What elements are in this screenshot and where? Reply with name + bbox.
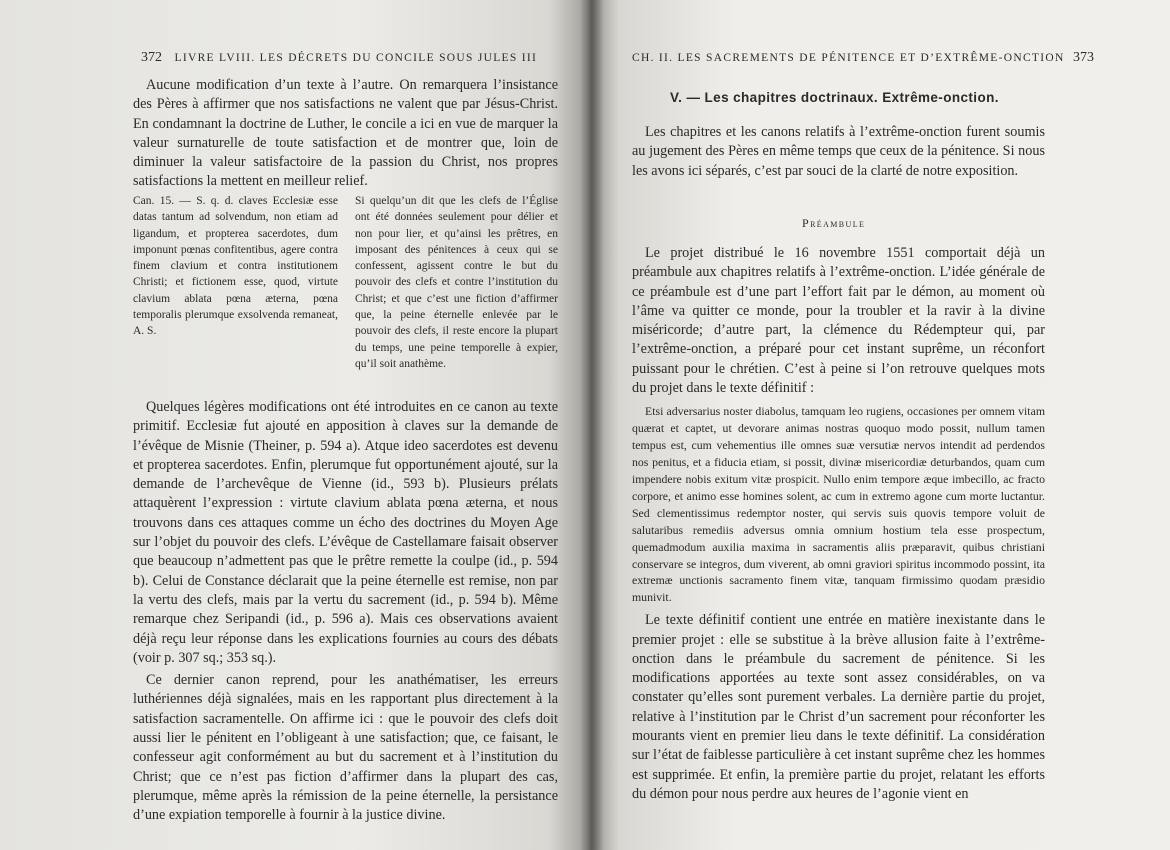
right-running-head (632, 50, 1094, 66)
left-running-head (141, 50, 537, 66)
canon-latin-text: Can. 15. — S. q. d. claves Ecclesiæ esse datas tantum ad solvendum, non etiam ad ligandum, et propterea sacerdotes, dum imponunt pœnas confitentibus, agere contra finem clavium et contra institutionem Christi; et fictionem esse, quod, virtute clavium ablata pœna æterna, pœna temporalis plerumque exsolvenda remaneat, A. S. (133, 195, 338, 338)
book-spine-shadow (580, 0, 604, 850)
right-paragraph-3: Le texte définitif contient une entrée en matière inexistante dans le premier projet : elle se substitue à la brève allusion faite à l’extrême-onction dans le préambule du sacrement de pénitence. Si les modifications apportées au texte sont assez considérables, on va constater qu’elles sont purement verbales. La dernière partie du projet, relative à l’institution par le Christ d’un sacrement pour réconforter les mourants vient en premier lieu dans le texte définitif. La considération sur l’état de faiblesse particulière à cet instant suprême chez les hommes est supprimée. Et enfin, la première partie du projet, relatant les efforts du démon pour nous perdre aux heures de l’agonie vient en (632, 612, 1045, 802)
right-intro-block (632, 123, 1045, 181)
left-page-number: 372 (141, 50, 162, 65)
left-paragraph-3: Ce dernier canon reprend, pour les anathématiser, les erreurs luthériennes déjà signalées, mais en les rapportant plus directement à la satisfaction sacramentelle. On affirme ici : que le pouvoir des clefs doit aussi lier le pénitent en l’obligeant à une satisfaction; que, ce faisant, le confesseur agit conformément au but du sacrement et à l’institution du Christ; que ce n’est pas fiction d’affirmer dans la plupart des cas, plerumque, même après la rémission de la peine éternelle, la persistance d’une expiation temporelle à fournir à la justice divine. (133, 672, 558, 824)
right-page (590, 0, 1170, 850)
left-running-title: LIVRE LVIII. LES DÉCRETS DU CONCILE SOUS JULES III (174, 52, 538, 64)
left-paragraph-1: Aucune modification d’un texte à l’autre. On remarquera l’insistance des Pères à affirmer que nos satisfactions ne valent que par Jésus-Christ. En condamnant la doctrine de Luther, le concile a ici en vue de marquer la valeur surnaturelle de toute satisfaction et de montrer que, loin de diminuer la valeur satisfactoire de la passion du Christ, nos propres satisfactions la mettent en meilleur relief. (133, 77, 558, 190)
left-commentary-block (133, 398, 558, 826)
section-title: V. — Les chapitres doctrinaux. Extrême-onction. (670, 90, 999, 105)
preambule-heading: Préambule (802, 216, 866, 230)
right-paragraph-1: Les chapitres et les canons relatifs à l’extrême-onction furent soumis au jugement des Pères en même temps que ceux de la pénitence. Si nous les avons ici séparés, c’est par souci de la clarté de notre exposition. (632, 124, 1045, 179)
canon-french-text: Si quelqu’un dit que les clefs de l’Église ont été données seulement pour délier et non pour lier, et qu’ainsi les prêtres, en imposant des pénitences à ceux qui se confessent, agissent contre le but du pouvoir des clefs et contre l’institution du Christ; et que c’est une fiction d’affirmer que, la peine éternelle enlevée par le pouvoir des clefs, il reste encore la plupart du temps, une peine temporelle à expier, qu’il soit anathème. (355, 195, 558, 370)
right-page-number: 373 (1072, 50, 1094, 65)
right-running-title: CH. II. LES SACREMENTS DE PÉNITENCE ET D’EXTRÊME-ONCTION (632, 52, 1065, 64)
latin-quotation: Etsi adversarius noster diabolus, tamquam leo rugiens, occasiones per omnem vitam quærat et captet, ut devorare animas nostras quoquo modo possit, nullum tamen tempus est, cum vehementius ille omnes suæ versutiæ nervos intendit ad perdendos nos penitus, et a fiducia etiam, si possit, divinæ misericordiæ deturbandos, quam cum impendere nobis exitum vitæ prospicit. Nullo enim tempore æque imbecillo, ac fracto corpore, et animo esse homines solent, ac cum in extremo agone cum morte luctantur. Sed clementissimus redemptor noster, qui servis suis quovis tempore voluit de salutaribus remediis adversus omnia omnium hostium tela esse prospectum, quemadmodum auxilia maxima in sacramentis aliis præparavit, quibus christiani conservare se integros, dum viverent, ab omni graviori spiritus incommodo possint, ita extremæ unctionis sacramento finem vitæ, tanquam firmissimo quodam præsidio munivit. (632, 404, 1045, 605)
right-paragraph-2: Le projet distribué le 16 novembre 1551 comportait déjà un préambule aux chapitres relatifs à l’extrême-onction. L’idée générale de ce préambule est d’une part l’effort fait par le démon, au moment où l’âme va quitter ce monde, pour la troubler et la ravir à la divine miséricorde; d’autre part, la clémence du Rédempteur qui, par l’extrême-onction, a préparé pour cet instant suprême, un réconfort puissant pour le chrétien. C’est à peine si l’on retrouve quelques mots du projet dans le texte définitif : (632, 245, 1045, 397)
left-intro-paragraph-block (133, 76, 558, 192)
left-paragraph-2: Quelques légères modifications ont été introduites en ce canon au texte primitif. Ecclesiæ fut ajouté en apposition à claves sur la demande de l’évêque de Misnie (Theiner, p. 594 a). Atque ideo sacerdotes est devenu et propterea sacerdotes. Enfin, plerumque fut opportunément ajouté, sur la demande de l’archevêque de Vienne (id., 593 b). Plusieurs prélats attaquèrent l’expression : virtute clavium ablata pœna æterna, et nous trouvons dans ces attaques comme un écho des doctrines du Moyen Age sur l’objet du pouvoir des clefs. L’évêque de Castellamare faisait observer que beaucoup n’admettent pas que le prêtre remette la coulpe (id., p. 594 b). Celui de Constance déclarait que la peine éternelle est remise, non par la vertu des clefs, mais par la vertu du sacrement (id., p. 594 b). Même remarque chez Seripandi (id., p. 596 a). Mais ces observations avaient déjà reçu leur réponse dans les explications fournies au cours des débats (voir p. 307 sq.; 353 sq.). (133, 399, 558, 666)
right-main-block (632, 244, 1045, 804)
